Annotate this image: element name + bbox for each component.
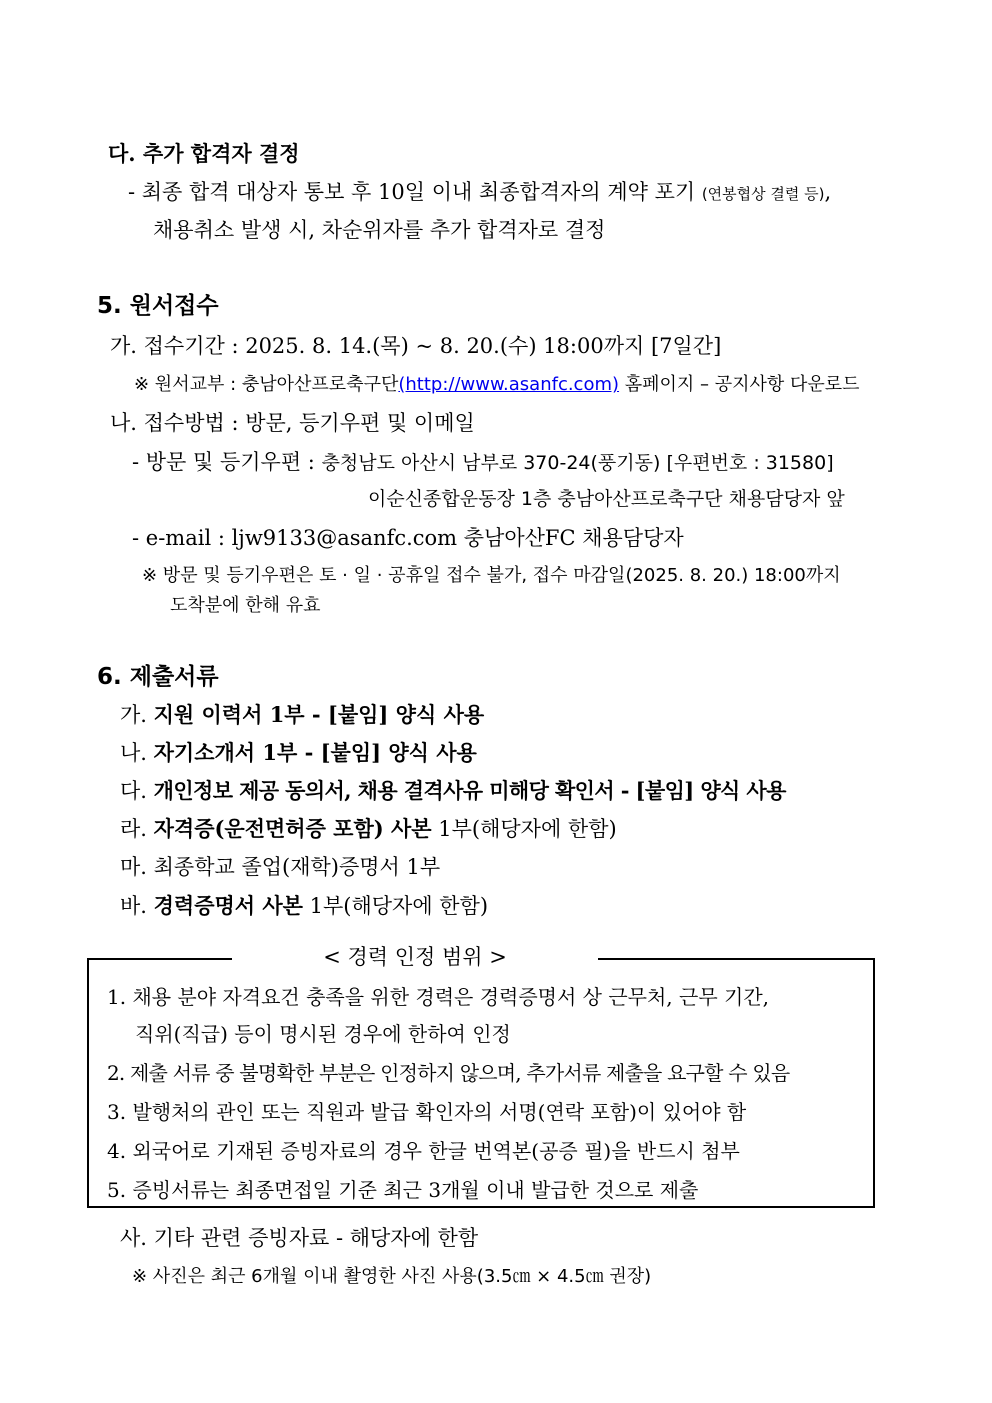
- career-recognition-title: < 경력 인정 범위 >: [232, 943, 598, 972]
- document-item-diploma: 마. 최종학교 졸업(재학)증명서 1부: [120, 855, 441, 879]
- form-note-prefix: ※ 원서교부 : 충남아산프로축구단: [134, 374, 399, 395]
- document-item-license: 라. 자격증(운전면허증 포함) 사본 1부(해당자에 한함): [120, 816, 617, 841]
- visit-mail-address-2: 이순신종합운동장 1층 충남아산프로축구단 채용담당자 앞: [368, 488, 845, 510]
- career-rule-3: 3. 발행처의 관인 또는 직원과 발급 확인자의 서명(연락 포함)이 있어야 함: [107, 1100, 747, 1124]
- application-form-note: [134, 376, 860, 394]
- form-note-suffix: 홈페이지 – 공지사항 다운로드: [619, 374, 860, 395]
- application-period: 가. 접수기간 : 2025. 8. 14.(목) ~ 8. 20.(수) 18:00까지 [7일간]: [110, 334, 722, 358]
- submission-note-line-1: ※ 방문 및 등기우편은 토 · 일 · 공휴일 접수 불가, 접수 마감일(2025. 8. 20.) 18:00까지: [142, 565, 841, 586]
- application-method: 나. 접수방법 : 방문, 등기우편 및 이메일: [110, 411, 475, 435]
- career-rule-2: 2. 제출 서류 중 불명확한 부분은 인정하지 않으며, 추가서류 제출을 요구할 수 있음: [107, 1061, 790, 1085]
- asanfc-website-link[interactable]: (http://www.asanfc.com): [398, 374, 620, 395]
- email-line: - e-mail : ljw9133@asanfc.com 충남아산FC 채용담당자: [132, 526, 684, 550]
- additional-pass-note: (연봉협상 결렬 등): [701, 185, 825, 203]
- document-item-resume: 가. 지원 이력서 1부 - [붙임] 양식 사용: [120, 702, 485, 727]
- career-rule-5: 5. 증빙서류는 최종면접일 기준 최근 3개월 이내 발급한 것으로 제출: [107, 1178, 699, 1202]
- career-rule-4: 4. 외국어로 기재된 증빙자료의 경우 한글 번역본(공증 필)을 반드시 첨부: [107, 1139, 740, 1163]
- subsection-title-additional-pass: 다. 추가 합격자 결정: [108, 141, 300, 166]
- career-rule-1-cont: 직위(직급) 등이 명시된 경우에 한하여 인정: [135, 1022, 511, 1046]
- section-title-documents: 6. 제출서류: [97, 664, 219, 690]
- document-item-consent: 다. 개인정보 제공 동의서, 채용 결격사유 미해당 확인서 - [붙임] 양식 사용: [120, 778, 786, 803]
- photo-note: ※ 사진은 최근 6개월 이내 촬영한 사진 사용(3.5㎝ × 4.5㎝ 권장): [132, 1266, 652, 1287]
- document-item-self-intro: 나. 자기소개서 1부 - [붙임] 양식 사용: [120, 740, 477, 765]
- additional-pass-line-2: 채용취소 발생 시, 차순위자를 추가 합격자로 결정: [153, 218, 606, 242]
- submission-note-line-2: 도착분에 한해 유효: [170, 595, 321, 616]
- career-rule-1: 1. 채용 분야 자격요건 충족을 위한 경력은 경력증명서 상 근무처, 근무 기간,: [107, 985, 770, 1009]
- visit-mail-line: [132, 452, 834, 473]
- document-item-other: 사. 기타 관련 증빙자료 - 해당자에 한함: [120, 1226, 479, 1250]
- additional-pass-text: - 최종 합격 대상자 통보 후 10일 이내 최종합격자의 계약 포기: [128, 180, 702, 204]
- additional-pass-line-1: [128, 182, 831, 203]
- additional-pass-comma: ,: [824, 180, 832, 204]
- document-item-career: 바. 경력증명서 사본 1부(해당자에 한함): [120, 893, 489, 918]
- visit-mail-address-1: 충청남도 아산시 남부로 370-24(풍기동) [우편번호 : 31580]: [321, 452, 834, 474]
- section-title-application: 5. 원서접수: [97, 293, 219, 319]
- visit-mail-label: - 방문 및 등기우편 :: [132, 450, 322, 474]
